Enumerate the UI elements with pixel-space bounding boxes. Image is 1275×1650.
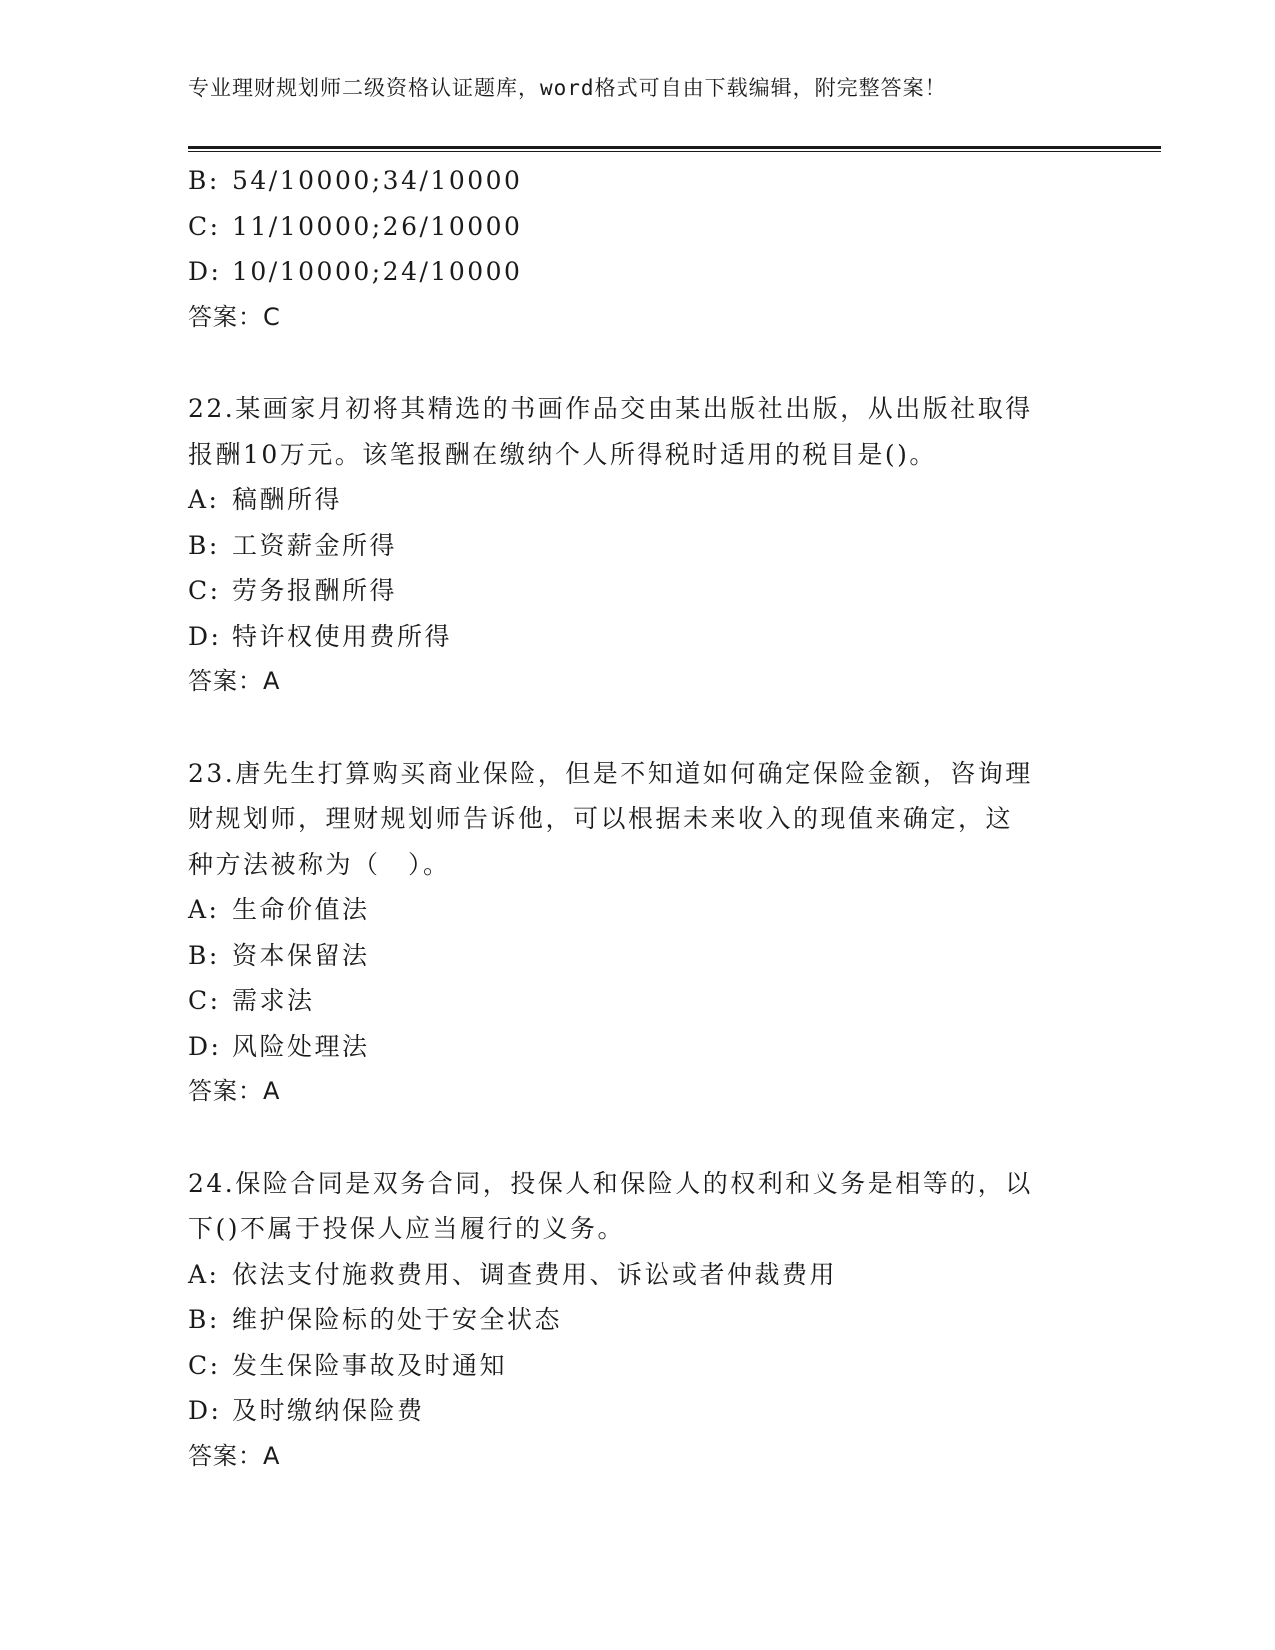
option-a: A: 稿酬所得 <box>188 485 343 514</box>
option-b: B: 54/10000;34/10000 <box>188 166 523 195</box>
answer: 答案：A <box>188 1077 281 1105</box>
option-b: B: 维护保险标的处于安全状态 <box>188 1305 563 1334</box>
option-d: D: 特许权使用费所得 <box>188 621 453 651</box>
question-stem-line: 24.保险合同是双务合同，投保人和保险人的权利和义务是相等的，以 <box>188 1168 1033 1198</box>
option-d: D: 10/10000;24/10000 <box>188 257 523 286</box>
question-stem-line: 23.唐先生打算购买商业保险，但是不知道如何确定保险金额，咨询理 <box>188 758 1033 788</box>
answer: 答案：A <box>188 667 281 695</box>
question-stem-line: 报酬10万元。该笔报酬在缴纳个人所得税时适用的税目是()。 <box>188 439 937 469</box>
option-b: B: 工资薪金所得 <box>188 530 398 560</box>
header-divider-thick <box>188 146 1161 149</box>
option-b: B: 资本保留法 <box>188 940 370 970</box>
option-c: C: 劳务报酬所得 <box>188 576 398 605</box>
question-stem-line: 22.某画家月初将其精选的书画作品交由某出版社出版，从出版社取得 <box>188 394 1033 423</box>
option-a: A: 生命价值法 <box>188 895 370 924</box>
answer: 答案：A <box>188 1441 281 1470</box>
question-23 <box>188 751 1088 1115</box>
question-stem-line: 财规划师，理财规划师告诉他，可以根据未来收入的现值来确定，这 <box>188 804 1014 833</box>
question-content <box>188 158 1088 1479</box>
question-24 <box>188 1161 1088 1480</box>
carryover-question <box>188 158 1088 340</box>
option-c: C: 11/10000;26/10000 <box>188 211 523 241</box>
question-stem-line: 种方法被称为（ ）。 <box>188 849 451 879</box>
option-d: D: 及时缴纳保险费 <box>188 1396 425 1425</box>
option-d: D: 风险处理法 <box>188 1031 370 1061</box>
option-c: C: 需求法 <box>188 986 315 1015</box>
question-22 <box>188 386 1088 705</box>
option-a: A: 依法支付施救费用、调查费用、诉讼或者仲裁费用 <box>188 1259 838 1289</box>
answer: 答案：C <box>188 302 281 331</box>
header-divider-thin <box>188 151 1161 152</box>
question-stem-line: 下()不属于投保人应当履行的义务。 <box>188 1214 626 1243</box>
option-c: C: 发生保险事故及时通知 <box>188 1350 508 1380</box>
page-header: 专业理财规划师二级资格认证题库，word格式可自由下载编辑，附完整答案！ <box>188 76 947 100</box>
